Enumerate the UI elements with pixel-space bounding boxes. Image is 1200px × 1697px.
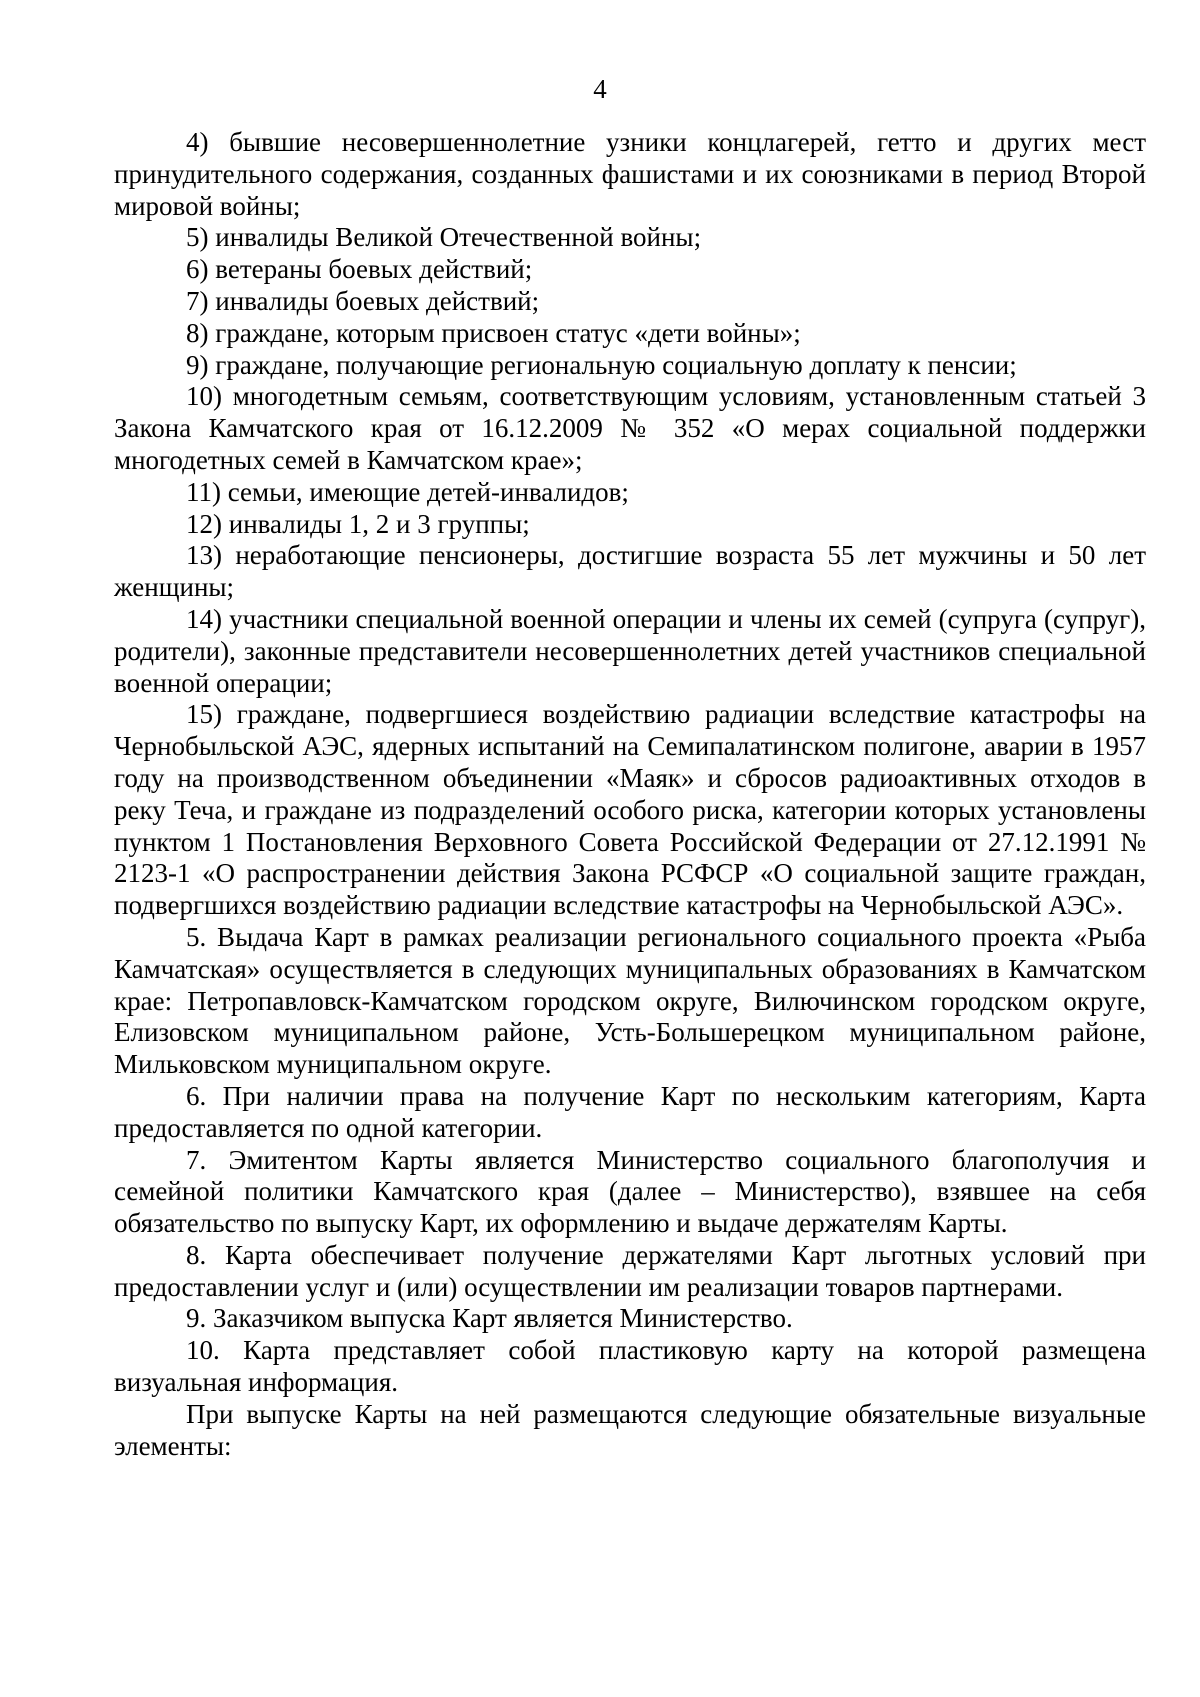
paragraph: 8. Карта обеспечивает получение держателями Карт льготных условий при предоставлении услуг и (или) осуществлении им реализации товаров партнерами. bbox=[114, 1239, 1146, 1302]
paragraph: 6. При наличии права на получение Карт по нескольким категориям, Карта предоставляется по одной категории. bbox=[114, 1080, 1146, 1143]
paragraph: 5. Выдача Карт в рамках реализации регионального социального проекта «Рыба Камчатская» осуществляется в следующих муниципальных образованиях в Камчатском крае: Петропавловск-Камчатском городском округе, Вилючинском городском округе, Елизовском муниципальном районе, Усть-Большерецком муниципальном районе, Мильковском муниципальном округе. bbox=[114, 921, 1146, 1080]
paragraph: 7) инвалиды боевых действий; bbox=[186, 285, 540, 316]
paragraph: 12) инвалиды 1, 2 и 3 группы; bbox=[186, 508, 530, 539]
paragraph: 7. Эмитентом Карты является Министерство социального благополучия и семейной политики Камчатского края (далее – Министерство), взявшее на себя обязательство по выпуску Карт, их оформлению и выдаче держателям Карты. bbox=[114, 1144, 1146, 1239]
paragraph: 10) многодетным семьям, соответствующим условиям, установленным статьей 3 Закона Камчатского края от 16.12.2009 № 352 «О мерах социальной поддержки многодетных семей в Камчатском крае»; bbox=[114, 381, 1146, 475]
paragraph: 5) инвалиды Великой Отечественной войны; bbox=[186, 222, 702, 253]
paragraph: При выпуске Карты на ней размещаются следующие обязательные визуальные элементы: bbox=[114, 1398, 1146, 1461]
paragraph: 13) неработающие пенсионеры, достигшие возраста 55 лет мужчины и 50 лет женщины; bbox=[114, 540, 1146, 603]
paragraph: 8) граждане, которым присвоен статус «дети войны»; bbox=[186, 317, 801, 348]
paragraph: 9) граждане, получающие региональную социальную доплату к пенсии; bbox=[186, 349, 1017, 380]
paragraph: 11) семьи, имеющие детей-инвалидов; bbox=[186, 476, 629, 507]
paragraph: 6) ветераны боевых действий; bbox=[186, 254, 533, 285]
document-body bbox=[114, 127, 1146, 1462]
paragraph: 4) бывшие несовершеннолетние узники концлагерей, гетто и других мест принудительного содержания, созданных фашистами и их союзниками в период Второй мировой войны; bbox=[114, 127, 1146, 221]
paragraph: 10. Карта представляет собой пластиковую карту на которой размещена визуальная информация. bbox=[114, 1335, 1146, 1398]
paragraph: 9. Заказчиком выпуска Карт является Министерство. bbox=[186, 1303, 793, 1334]
page-number: 4 bbox=[593, 74, 607, 104]
paragraph: 15) граждане, подвергшиеся воздействию радиации вследствие катастрофы на Чернобыльской АЭС, ядерных испытаний на Семипалатинском полигоне, аварии в 1957 году на производственном объединении «Маяк» и сбросов радиоактивных отходов в реку Теча, и граждане из подразделений особого риска, категории которых установлены пунктом 1 Постановления Верховного Совета Российской Федерации от 27.12.1991 № 2123-1 «О распространении действия Закона РСФСР «О социальной защите граждан, подвергшихся воздействию радиации вследствие катастрофы на Чернобыльской АЭС». bbox=[114, 699, 1146, 921]
paragraph: 14) участники специальной военной операции и члены их семей (супруга (супруг), родители), законные представители несовершеннолетних детей участников специальной военной операции; bbox=[114, 603, 1146, 698]
